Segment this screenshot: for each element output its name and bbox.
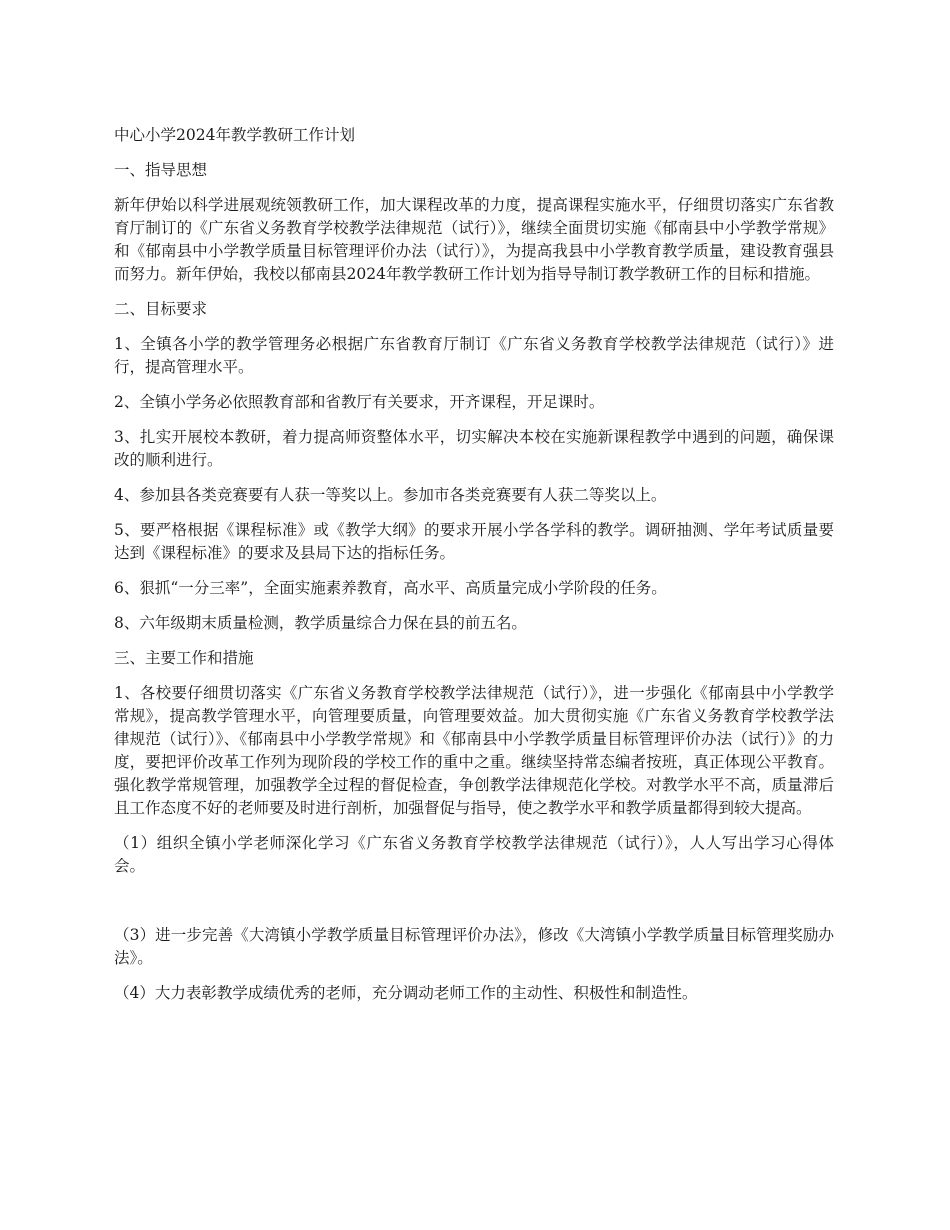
section-2-heading: 二、目标要求 bbox=[114, 300, 208, 318]
measure-subitem: （4）大力表彰教学成绩优秀的老师，充分调动老师工作的主动性、积极性和制造性。 bbox=[114, 984, 698, 1002]
goal-item: 6、狠抓“一分三率”，全面实施素养教育，高水平、高质量完成小学阶段的任务。 bbox=[114, 579, 667, 597]
goal-item: 1、全镇各小学的教学管理务必根据广东省教育厅制订《广东省义务教育学校教学法律规范（试行）》进行，提高管理水平。 bbox=[114, 335, 834, 376]
goal-item: 5、要严格根据《课程标准》或《教学大纲》的要求开展小学各学科的教学。调研抽测、学年考试质量要达到《课程标准》的要求及县局下达的指标任务。 bbox=[114, 521, 834, 562]
goal-item: 3、扎实开展校本教研，着力提高师资整体水平，切实解决本校在实施新课程教学中遇到的问题，确保课改的顺利进行。 bbox=[114, 428, 834, 469]
document-page bbox=[114, 124, 834, 1017]
measure-item: 1、各校要仔细贯切落实《广东省义务教育学校教学法律规范（试行）》，进一步强化《郁南县中小学教学常规》，提高教学管理水平，向管理要质量，向管理要效益。加大贯彻实施《广东省义务教育学校教学法律规范（试行）》、《郁南县中小学教学常规》和《郁南县中小学教学质量目标管理评价办法（试行）》的力度，要把评价改革工作列为现阶段的学校工作的重中之重。继续坚持常态编者按班，真正体现公平教育。强化教学常规管理，加强教学全过程的督促检查，争创教学法律规范化学校。对教学水平不高，质量滞后且工作态度不好的老师要及时进行剖析，加强督促与指导，使之教学水平和教学质量都得到较大提高。 bbox=[114, 684, 834, 817]
blank-gap bbox=[114, 890, 834, 924]
section-3-heading: 三、主要工作和措施 bbox=[114, 649, 254, 667]
measure-subitem: （1）组织全镇小学老师深化学习《广东省义务教育学校教学法律规范（试行）》，人人写出学习心得体会。 bbox=[114, 834, 834, 875]
measure-subitem: （3）进一步完善《大湾镇小学教学质量目标管理评价办法》，修改《大湾镇小学教学质量目标管理奖励办法》。 bbox=[114, 926, 834, 967]
section-1-body: 新年伊始以科学进展观统领教研工作，加大课程改革的力度，提高课程实施水平，仔细贯切落实广东省教育厅制订的《广东省义务教育学校教学法律规范（试行）》，继续全面贯切实施《郁南县中小学教学常规》和《郁南县中小学教学质量目标管理评价办法（试行）》，为提高我县中小学教育教学质量，建设教育强县而努力。新年伊始，我校以郁南县2024年教学教研工作计划为指导导制订教学教研工作的目标和措施。 bbox=[114, 196, 834, 283]
goal-item: 2、全镇小学务必依照教育部和省教厅有关要求，开齐课程，开足课时。 bbox=[114, 393, 605, 411]
goal-item: 4、参加县各类竞赛要有人获一等奖以上。参加市各类竞赛要有人获二等奖以上。 bbox=[114, 486, 667, 504]
goal-item: 8、六年级期末质量检测，教学质量综合力保在县的前五名。 bbox=[114, 614, 527, 632]
section-1-heading: 一、指导思想 bbox=[114, 161, 208, 179]
document-title: 中心小学2024年教学教研工作计划 bbox=[114, 126, 355, 144]
